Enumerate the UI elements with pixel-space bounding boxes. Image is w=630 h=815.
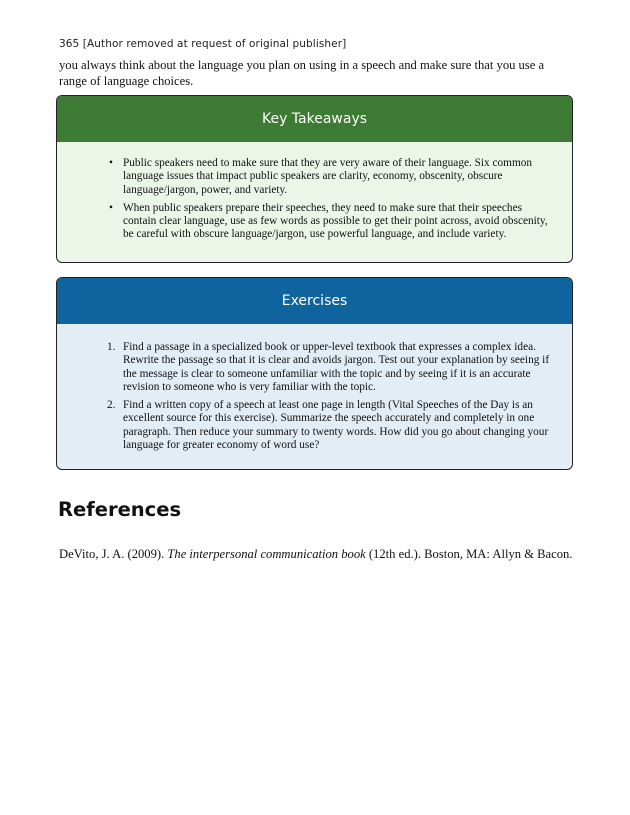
exercises-box [56,277,573,470]
exercises-title: Exercises [57,278,572,324]
key-takeaways-list [57,142,572,242]
intro-paragraph: you always think about the language you plan on using in a speech and make sure that you use a range of language choices. [59,58,545,88]
list-item [109,157,558,197]
list-item-text: Public speakers need to make sure that they are very aware of their language. Six common language issues that impact public speakers are clarity, economy, obscenity, obscure language/jargon, power, and variety. [123,157,533,196]
reference-book-title: The interpersonal communication book [167,547,366,561]
exercises-list [57,324,572,452]
key-takeaways-box [56,95,573,263]
reference-publication: (12th ed.). Boston, MA: Allyn & Bacon. [365,547,573,561]
references-heading: References [58,498,182,521]
list-item-text: When public speakers prepare their speeches, they need to make sure that their speeches contain clear language, use as few words as possible to get their point across, avoid obscenity, be careful with obscure language/jargon, use powerful language, and include variety. [123,201,548,241]
bullet-icon: • [109,157,113,169]
item-number: 2. [107,399,116,412]
list-item [109,201,558,242]
list-item-text: Find a written copy of a speech at least one page in length (Vital Speeches of the Day is an excellent source for this exercise). Summarize the speech accurately and completely in one paragraph. Then reduce your summary to twenty words. How did you go about changing your language for greater economy of word use? [123,399,549,452]
key-takeaways-title: Key Takeaways [57,96,572,142]
bullet-icon: • [109,201,113,214]
list-item-text: Find a passage in a specialized book or upper-level textbook that expresses a complex idea. Rewrite the passage so that it is clear and avoids jargon. Test out your explanation by seeing if the message is clear to someone unfamiliar with the topic and by seeing if it is an accurate revision to someone who is very familiar with the topic. [123,341,550,393]
running-head: 365 [Author removed at request of original publisher] [59,38,347,50]
list-item [107,341,558,394]
reference-entry [59,547,589,563]
list-item [107,399,558,452]
item-number: 1. [107,341,116,353]
reference-author-year: DeVito, J. A. (2009). [59,547,168,561]
